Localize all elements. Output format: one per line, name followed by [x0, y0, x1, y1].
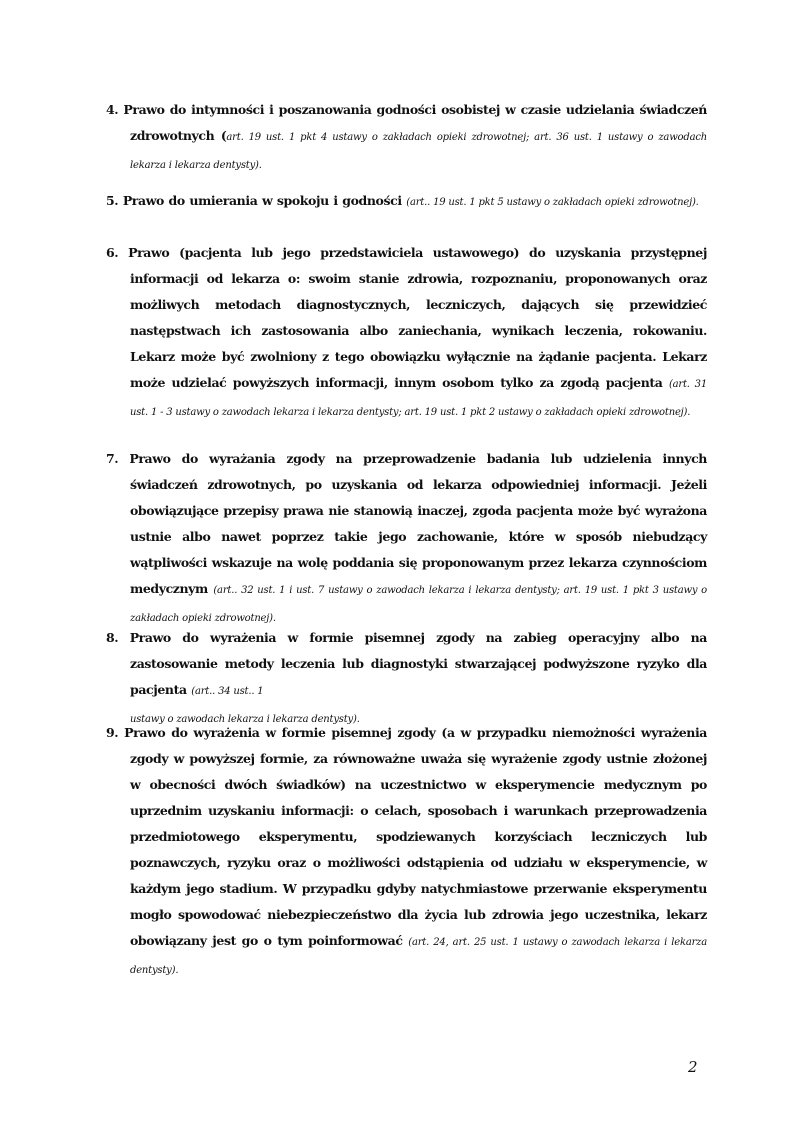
- page-number: 2: [688, 1058, 698, 1076]
- item-text: Prawo do intymności i poszanowania godności osobistej w czasie udzielania świadczeń zdrowotnych (: [123, 102, 707, 143]
- list-item-6: [106, 240, 707, 426]
- item-legal-reference: (art. 24, art. 25 ust. 1 ustawy o zawodach lekarza i lekarza dentysty).: [130, 937, 708, 976]
- item-legal-reference-cont: ustawy o zawodach lekarza i lekarza dentysty).: [130, 714, 360, 725]
- item-legal-reference: (art. 31 ust. 1 - 3 ustawy o zawodach lekarza i lekarza dentysty; art. 19 ust. 1 pkt 2 ustawy o zakładach opieki zdrowotnej).: [130, 379, 707, 418]
- item-number: 6.: [106, 245, 119, 260]
- item-number: 7.: [106, 451, 119, 466]
- list-item-4: [106, 97, 707, 179]
- item-text: Prawo do wyrażenia w formie pisemnej zgody (a w przypadku niemożności wyrażenia zgody w powyższej formie, za równoważne uważa się wyrażenie zgody ustnie złożonej w obecności dwóch świadków) na uczestnictwo w eksperymencie medycznym po uprzednim uzyskaniu informacji: o celach, sposobach i warunkach przeprowadzenia przedmiotowego eksperymentu, spodziewanych korzyściach leczniczych lub poznawczych, ryzyku oraz o możliwości odstąpienia od udziału w eksperymencie, w każdym jego stadium. W przypadku gdyby natychmiastowe przerwanie eksperymentu mogło spowodować niebezpieczeństwo dla życia lub zdrowia jego uczestnika, lekarz obowiązany jest go o tym poinformować: [124, 725, 707, 948]
- item-legal-reference: (art.. 32 ust. 1 i ust. 7 ustawy o zawodach lekarza i lekarza dentysty; art. 19 ust. 1 pkt 3 ustawy o zakładach opieki zdrowotnej).: [130, 585, 707, 624]
- item-text: Prawo do umierania w spokoju i godności: [122, 193, 402, 208]
- list-item-7: [106, 446, 707, 632]
- list-item-9: [106, 720, 707, 984]
- item-legal-reference: (art.. 34 ust.. 1: [191, 686, 264, 697]
- item-number: 9.: [106, 725, 119, 740]
- item-legal-reference: (art.. 19 ust. 1 pkt 5 ustawy o zakładach opieki zdrowotnej).: [406, 197, 699, 208]
- list-item-5: [106, 188, 707, 216]
- item-number: 8.: [106, 630, 119, 645]
- item-legal-reference: art. 19 ust. 1 pkt 4 ustawy o zakładach opieki zdrowotnej; art. 36 ust. 1 ustawy o zawodach lekarza i lekarza dentysty).: [130, 132, 707, 171]
- item-number: 4.: [106, 102, 119, 117]
- item-text: Prawo do wyrażania zgody na przeprowadzenie badania lub udzielenia innych świadczeń zdrowotnych, po uzyskania od lekarza odpowiedniej informacji. Jeżeli obowiązujące przepisy prawa nie stanowią inaczej, zgoda pacjenta może być wyrażona ustnie albo nawet poprzez takie jego zachowanie, które w sposób niebudzący wątpliwości wskazuje na wolę poddania się proponowanym przez lekarza czynnościom medycznym: [129, 451, 707, 596]
- item-number: 5.: [106, 193, 119, 208]
- item-text: Prawo do wyrażenia w formie pisemnej zgody na zabieg operacyjny albo na zastosowanie metody leczenia lub diagnostyki stwarzającej podwyższone ryzyko dla pacjenta: [129, 630, 707, 697]
- list-item-8: [106, 625, 707, 733]
- item-text: Prawo (pacjenta lub jego przedstawiciela ustawowego) do uzyskania przystępnej informacji od lekarza o: swoim stanie zdrowia, rozpoznaniu, proponowanych oraz możliwych metodach diagnostycznych, leczniczych, dających się przewidzieć następstwach ich zastosowania albo zaniechania, wynikach leczenia, rokowaniu. Lekarz może być zwolniony z tego obowiązku wyłącznie na żądanie pacjenta. Lekarz może udzielać powyższych informacji, innym osobom tylko za zgodą pacjenta: [128, 245, 707, 390]
